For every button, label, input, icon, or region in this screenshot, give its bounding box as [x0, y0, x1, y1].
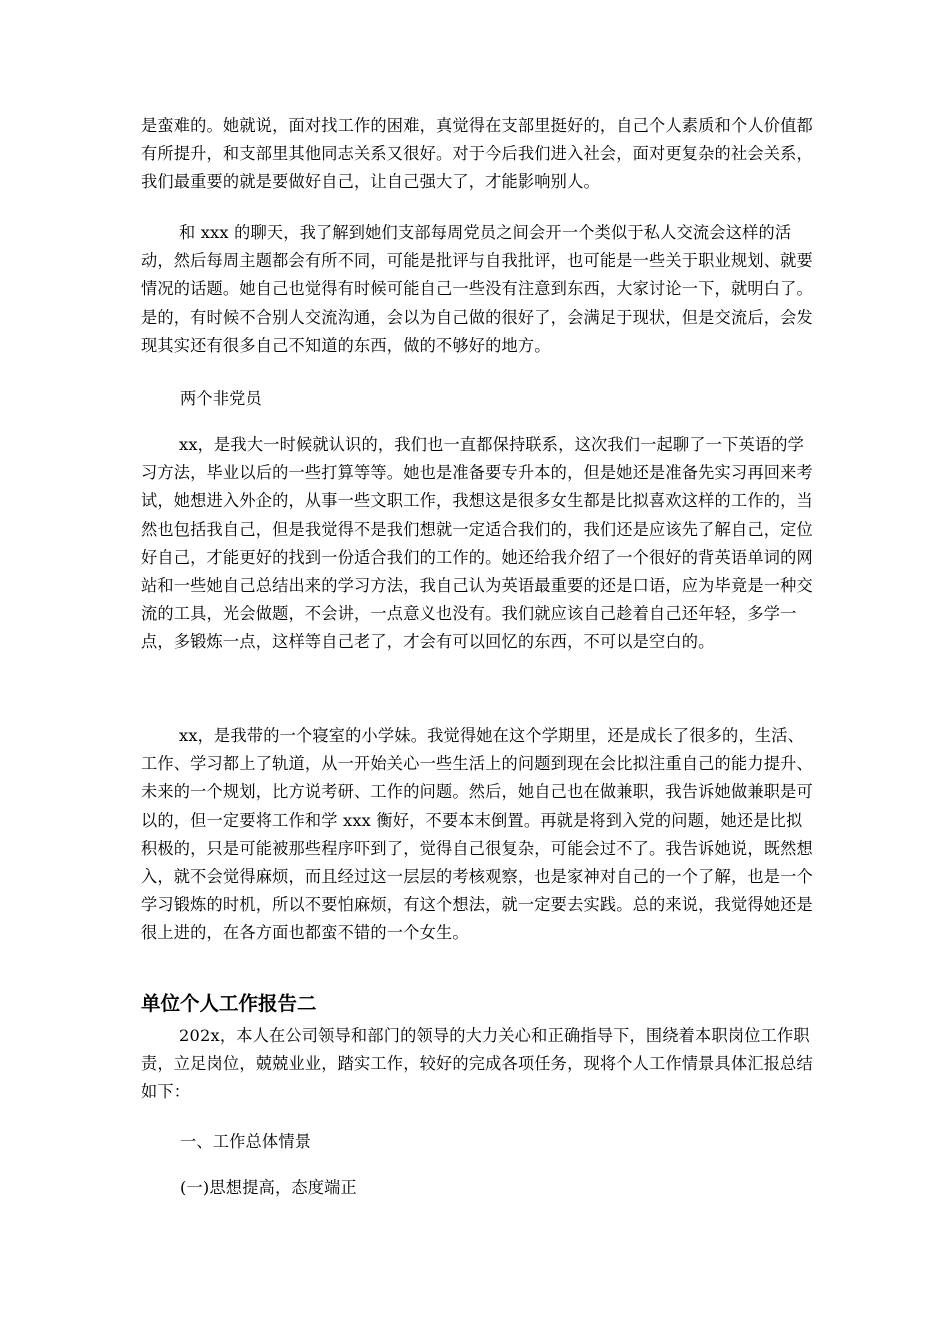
paragraph-1-text: 是蛮难的。她就说，面对找工作的困难，真觉得在支部里挺好的，自己个人素质和个人价值都有所提升，和支部里其他同志关系又很好。对于今后我们进入社会，面对更复杂的社会关系，我们最重要的就是要做好自己，让自己强大了，才能影响别人。	[141, 116, 813, 192]
paragraph-4	[141, 722, 813, 948]
subsection-title-text: (一)思想提高，态度端正	[180, 1178, 357, 1197]
paragraph-2	[141, 219, 813, 360]
paragraph-3	[141, 431, 813, 657]
intro-text: 202x，本人在公司领导和部门的领导的大力关心和正确指导下，围绕着本职岗位工作职责，立足岗位，兢兢业业，踏实工作，较好的完成各项任务，现将个人工作情景具体汇报总结如下：	[141, 1026, 813, 1102]
paragraph-2-text: 和 xxx 的聊天，我了解到她们支部每周党员之间会开一个类似于私人交流会这样的活动，然后每周主题都会有所不同，可能是批评与自我批评，也可能是一些关于职业规划、就要情况的话题。她自己也觉得有时候可能自己一些没有注意到东西，大家讨论一下，就明白了。是的，有时候不合别人交流沟通，会以为自己做的很好了，会满足于现状，但是交流后，会发现其实还有很多自己不知道的东西，做的不够好的地方。	[141, 223, 813, 355]
subsection-label-non-members	[180, 385, 262, 413]
subsection-title	[180, 1174, 357, 1202]
report-heading: 单位个人工作报告二	[141, 992, 317, 1015]
intro-paragraph	[141, 1022, 813, 1107]
section-title	[180, 1128, 311, 1156]
paragraph-3-text: xx，是我大一时候就认识的，我们也一直都保持联系，这次我们一起聊了一下英语的学习方法，毕业以后的一些打算等等。她也是准备要专升本的，但是她还是准备先实习再回来考试，她想进入外企的，从事一些文职工作，我想这是很多女生都是比拟喜欢这样的工作的，当然也包括我自己，但是我觉得不是我们想就一定适合我们的，我们还是应该先了解自己，定位好自己，才能更好的找到一份适合我们的工作的。她还给我介绍了一个很好的背英语单词的网站和一些她自己总结出来的学习方法，我自己认为英语最重要的还是口语，应为毕竟是一种交流的工具，光会做题，不会讲，一点意义也没有。我们就应该自己趁着自己还年轻，多学一点，多锻炼一点，这样等自己老了，才会有可以回忆的东西，不可以是空白的。	[141, 435, 813, 652]
paragraph-1	[141, 112, 813, 197]
subsection-label-text: 两个非党员	[180, 389, 262, 408]
section-title-text: 一、工作总体情景	[180, 1132, 312, 1151]
paragraph-4-text: xx，是我带的一个寝室的小学妹。我觉得她在这个学期里，还是成长了很多的，生活、工作、学习都上了轨道，从一开始关心一些生活上的问题到现在会比拟注重自己的能力提升、未来的一个规划，比方说考研、工作的问题。然后，她自己也在做兼职，我告诉她做兼职是可以的，但一定要将工作和学 xxx 衡好，不要本末倒置。再就是将到入党的问题，她还是比拟积极的，只是可能被那些程序吓到了，觉得自己很复杂，可能会过不了。我告诉她说，既然想入，就不会觉得麻烦，而且经过这一层层的考核观察，也是家神对自己的一个了解，也是一个学习锻炼的时机，所以不要怕麻烦，有这个想法，就一定要去实践。总的来说，我觉得她还是很上进的，在各方面也都蛮不错的一个女生。	[141, 726, 813, 943]
